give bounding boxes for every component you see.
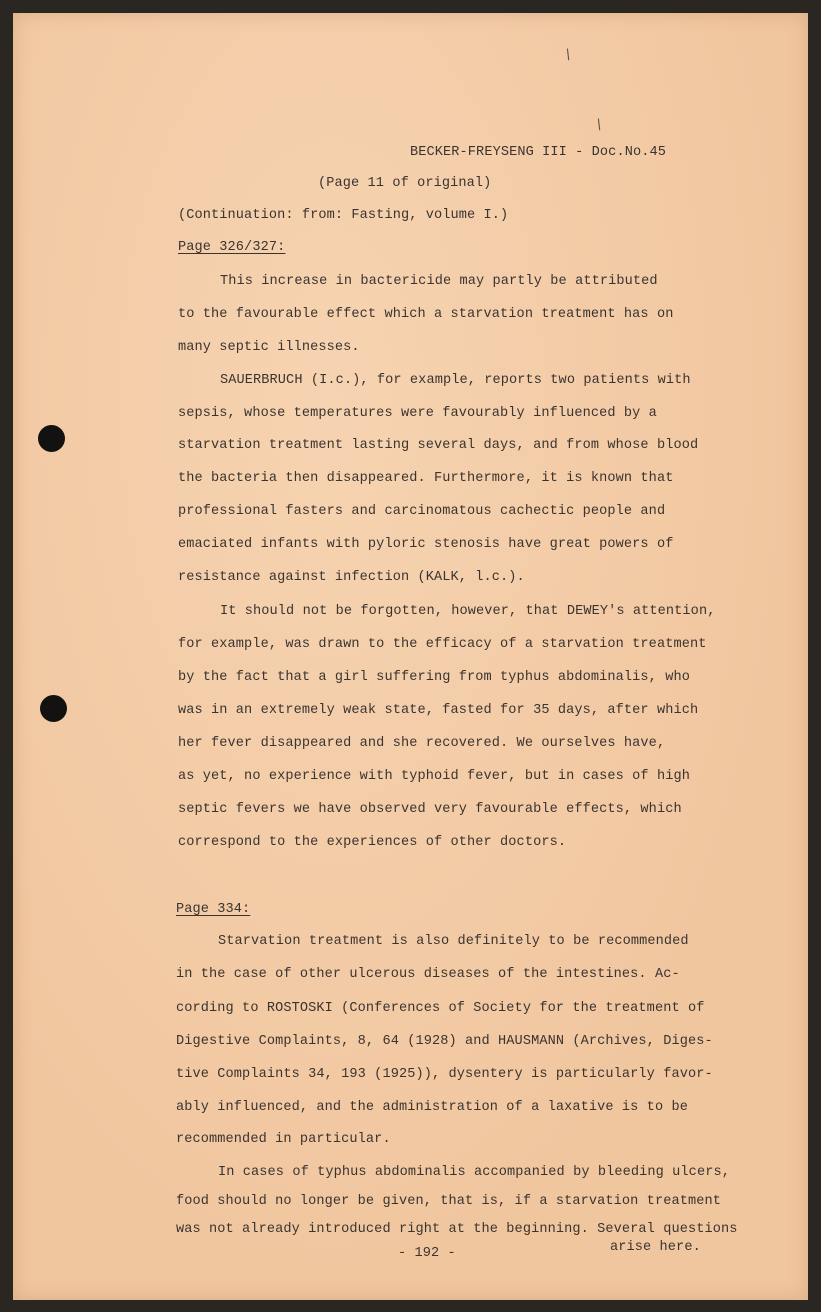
- text-line: septic fevers we have observed very favourable effects, which: [178, 802, 682, 817]
- text-line: starvation treatment lasting several days, and from whose blood: [178, 438, 699, 453]
- text-line: cording to ROSTOSKI (Conferences of Society for the treatment of: [176, 1001, 705, 1016]
- page-of-original: (Page 11 of original): [318, 176, 492, 191]
- stray-mark: /: [561, 47, 578, 65]
- continuation-note: (Continuation: from: Fasting, volume I.): [178, 208, 509, 223]
- text-line: emaciated infants with pyloric stenosis have great powers of: [178, 537, 674, 552]
- text-line: recommended in particular.: [176, 1132, 391, 1147]
- text-line: tive Complaints 34, 193 (1925)), dysentery is particularly favor-: [176, 1067, 713, 1082]
- section-heading: Page 334:: [176, 902, 251, 917]
- text-line: many septic illnesses.: [178, 340, 360, 355]
- text-line: was in an extremely weak state, fasted for 35 days, after which: [178, 703, 699, 718]
- punch-hole-bottom: [40, 695, 67, 722]
- page-number: - 192 -: [398, 1246, 456, 1261]
- text-line: in the case of other ulcerous diseases of the intestines. Ac-: [176, 967, 680, 982]
- text-line: Starvation treatment is also definitely to be recommended: [218, 934, 689, 949]
- text-line: was not already introduced right at the beginning. Several questions: [176, 1222, 738, 1237]
- section-heading: Page 326/327:: [178, 240, 286, 255]
- text-line: arise here.: [610, 1240, 701, 1255]
- document-reference: BECKER-FREYSENG III - Doc.No.45: [410, 145, 666, 160]
- text-line: correspond to the experiences of other doctors.: [178, 835, 567, 850]
- text-line: In cases of typhus abdominalis accompanied by bleeding ulcers,: [218, 1165, 730, 1180]
- text-line: for example, was drawn to the efficacy of a starvation treatment: [178, 637, 707, 652]
- text-line: by the fact that a girl suffering from typhus abdominalis, who: [178, 670, 690, 685]
- text-line: professional fasters and carcinomatous cachectic people and: [178, 504, 666, 519]
- pen-tick-mark: /: [592, 117, 609, 135]
- text-line: SAUERBRUCH (I.c.), for example, reports two patients with: [220, 373, 691, 388]
- text-line: as yet, no experience with typhoid fever, but in cases of high: [178, 769, 690, 784]
- text-line: food should no longer be given, that is, if a starvation treatment: [176, 1194, 721, 1209]
- punch-hole-top: [38, 425, 65, 452]
- text-line: This increase in bactericide may partly be attributed: [220, 274, 658, 289]
- text-line: ably influenced, and the administration of a laxative is to be: [176, 1100, 688, 1115]
- text-line: to the favourable effect which a starvation treatment has on: [178, 307, 674, 322]
- text-line: sepsis, whose temperatures were favourably influenced by a: [178, 406, 657, 421]
- text-line: Digestive Complaints, 8, 64 (1928) and HAUSMANN (Archives, Diges-: [176, 1034, 713, 1049]
- text-line: her fever disappeared and she recovered. We ourselves have,: [178, 736, 666, 751]
- text-line: the bacteria then disappeared. Furthermore, it is known that: [178, 471, 674, 486]
- text-line: resistance against infection (KALK, l.c.).: [178, 570, 525, 585]
- text-line: It should not be forgotten, however, that DEWEY's attention,: [220, 604, 716, 619]
